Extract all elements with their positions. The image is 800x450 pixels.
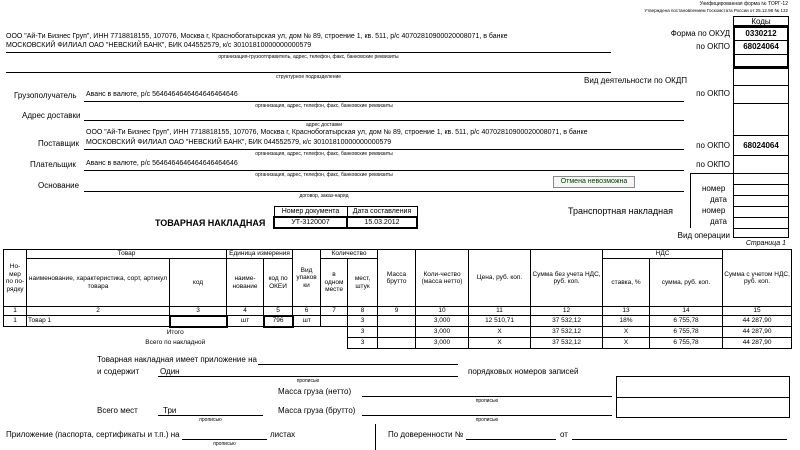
payer-caption: организация, адрес, телефон, факс, банковские реквизиты bbox=[255, 172, 393, 178]
sheets-label: листах bbox=[270, 430, 296, 439]
col-num: 12 bbox=[531, 307, 603, 316]
doc-title: ТОВАРНАЯ НАКЛАДНАЯ bbox=[155, 218, 266, 228]
col-num: 5 bbox=[264, 307, 293, 316]
supplier-line1: ООО "Ай-Ти Бизнес Груп", ИНН 7718818155, 107076, Москва г, Краснобогатырская ул, дом № 89, строение 1, кв. 511, р/с 40702810900020008071, в банке bbox=[86, 129, 588, 136]
doc-date-value: 15.03.2012 bbox=[347, 217, 417, 228]
contains-value: Один bbox=[160, 367, 180, 376]
total-sum-vat: 44 287,90 bbox=[723, 338, 792, 349]
payer-label: Плательщик bbox=[30, 160, 76, 169]
h-mass: Масса брутто bbox=[378, 250, 416, 307]
row-okei: 796 bbox=[264, 316, 293, 327]
doc-num-header: Номер документа bbox=[274, 207, 347, 218]
payer-value: Аванс в валюте, р/с 5646464646464646464646 bbox=[86, 160, 238, 167]
page-label: Страница 1 bbox=[745, 240, 786, 247]
itogo-mass bbox=[378, 327, 416, 338]
codes-lower-box bbox=[733, 68, 789, 238]
h-qty-net: Коли-чество (масса нетто) bbox=[416, 250, 469, 307]
col-num: 4 bbox=[227, 307, 264, 316]
row-num: 1 bbox=[4, 316, 27, 327]
total-vat-rate: X bbox=[603, 338, 650, 349]
row-qty: 3,000 bbox=[416, 316, 469, 327]
h-num: Но-мер по по-рядку bbox=[4, 250, 27, 307]
h-pack-type: Вид упаков ки bbox=[293, 250, 321, 307]
itogo-label: Итого bbox=[4, 327, 348, 338]
row-one bbox=[321, 316, 348, 327]
row-pack: шт bbox=[293, 316, 321, 327]
appendix-line2: и содержит bbox=[97, 367, 140, 376]
supplier-caption: организация, адрес, телефон, факс, банковские реквизиты bbox=[255, 151, 393, 157]
doc-num-value: УТ-3120007 bbox=[274, 217, 347, 228]
col-num: 6 bbox=[293, 307, 321, 316]
shipper-line1: ООО "Ай-Ти Бизнес Груп", ИНН 7718818155, 107076, Москва г, Краснобогатырская ул, дом № 89, строение 1, кв. 511, р/с 40702810900020008071, в банке bbox=[6, 33, 508, 40]
operation-label: Вид операции bbox=[677, 231, 730, 240]
nomer2-label: номер bbox=[702, 206, 726, 215]
propis-caption-2: прописью bbox=[475, 398, 499, 404]
col-num: 13 bbox=[603, 307, 650, 316]
total-label: Всего по накладной bbox=[145, 339, 206, 347]
total-qty: 3,000 bbox=[416, 338, 469, 349]
okud-value: 0330212 bbox=[745, 29, 777, 38]
places-label: Всего мест bbox=[97, 406, 138, 415]
row-price: 12 510,71 bbox=[469, 316, 531, 327]
propis-caption-3: прописью bbox=[199, 417, 222, 423]
row-sum-novat: 37 532,12 bbox=[531, 316, 603, 327]
row-unit: шт bbox=[227, 316, 264, 327]
total-sum-novat: 37 532,12 bbox=[531, 338, 603, 349]
col-num: 14 bbox=[650, 307, 723, 316]
h-unit: Единица измерения bbox=[227, 250, 293, 259]
nomer-label: номер bbox=[702, 184, 726, 193]
okpo2-label: по ОКПО bbox=[696, 89, 730, 98]
okpo-value: 68024064 bbox=[743, 42, 779, 51]
h-unit-okei: код по ОКЕИ bbox=[264, 259, 293, 307]
h-code: код bbox=[170, 259, 227, 307]
net-label: Масса груза (нетто) bbox=[278, 387, 352, 396]
gross-label: Масса груза (брутто) bbox=[278, 406, 356, 415]
okpo-label: по ОКПО bbox=[696, 42, 730, 51]
goods-table bbox=[3, 249, 792, 349]
proxy-label: По доверенности № bbox=[388, 430, 464, 439]
data-label: дата bbox=[710, 195, 727, 204]
itogo-price: X bbox=[469, 327, 531, 338]
h-sum-vat: Сумма с учетом НДС, руб. коп. bbox=[723, 250, 792, 307]
division-caption: структурное подразделение bbox=[275, 74, 342, 80]
h-unit-name: наиме-нование bbox=[227, 259, 264, 307]
total-vat-sum: 6 755,78 bbox=[650, 338, 723, 349]
itogo-qty: 3,000 bbox=[416, 327, 469, 338]
supplier-line2: МОСКОВСКИЙ ФИЛИАЛ ОАО "НЕВСКИЙ БАНК", БИК 044552579, к/с 30101810000000000579 bbox=[86, 139, 392, 146]
okpo4-label: по ОКПО bbox=[696, 160, 730, 169]
col-num: 15 bbox=[723, 307, 792, 316]
table-row bbox=[4, 316, 792, 327]
codes-title: Коды bbox=[751, 17, 771, 26]
appendix-line1: Товарная накладная имеет приложение на bbox=[97, 355, 257, 364]
basis-caption: договор, заказ-наряд bbox=[299, 193, 349, 199]
delivery-label: Адрес доставки bbox=[22, 111, 81, 120]
itogo-places: 3 bbox=[348, 327, 378, 338]
h-vat: НДС bbox=[603, 250, 723, 259]
row-vat-sum: 6 755,78 bbox=[650, 316, 723, 327]
supplier-label: Поставщик bbox=[38, 139, 80, 148]
places-value: Три bbox=[163, 406, 177, 415]
h-price: Цена, руб. коп. bbox=[469, 250, 531, 307]
h-qty-one: в одном месте bbox=[321, 259, 348, 307]
h-goods-name: наименование, характеристика, сорт, артикул товара bbox=[27, 259, 170, 307]
total-price: X bbox=[469, 338, 531, 349]
row-code bbox=[170, 316, 227, 327]
col-num: 11 bbox=[469, 307, 531, 316]
total-places: 3 bbox=[348, 338, 378, 349]
consignee-caption: организация, адрес, телефон, факс, банковские реквизиты bbox=[255, 103, 393, 109]
itogo-sum-novat: 37 532,12 bbox=[531, 327, 603, 338]
h-qty: Количество bbox=[321, 250, 378, 259]
from-label: от bbox=[560, 430, 568, 439]
h-vat-sum: сумма, руб. коп. bbox=[650, 259, 723, 307]
col-num: 3 bbox=[170, 307, 227, 316]
itogo-row bbox=[4, 327, 792, 338]
col-num: 1 bbox=[4, 307, 27, 316]
form-approval: Утверждена постановлением Госкомстата России от 25.12.98 № 132 bbox=[644, 8, 788, 13]
row-sum-vat: 44 287,90 bbox=[723, 316, 792, 327]
propis-caption-4: прописью bbox=[475, 417, 499, 423]
row-vat-rate: 18% bbox=[603, 316, 650, 327]
consignee-label: Грузополучатель bbox=[14, 91, 77, 100]
col-num: 9 bbox=[378, 307, 416, 316]
consignee-value: Аванс в валюте, р/с 5646464646464646464646 bbox=[86, 91, 238, 98]
total-mass bbox=[378, 338, 416, 349]
cancel-button[interactable] bbox=[553, 176, 635, 188]
column-numbers-row bbox=[4, 307, 792, 316]
propis-caption-5: прописью bbox=[213, 441, 236, 447]
transport-label: Транспортная накладная bbox=[568, 206, 674, 216]
total-row bbox=[4, 338, 792, 349]
cancel-button-label: Отмена невозможна bbox=[560, 178, 628, 185]
h-goods: Товар bbox=[27, 250, 227, 259]
doc-date-header: Дата составления bbox=[347, 207, 417, 218]
h-vat-rate: ставка, % bbox=[603, 259, 650, 307]
h-sum-novat: Сумма без учета НДС, руб. коп. bbox=[531, 250, 603, 307]
codes-title-box bbox=[733, 16, 789, 26]
col-num: 8 bbox=[348, 307, 378, 316]
col-num: 10 bbox=[416, 307, 469, 316]
attach-label: Приложение (паспорта, сертификаты и т.п.) на bbox=[6, 430, 180, 439]
col-num: 2 bbox=[27, 307, 170, 316]
itogo-vat-rate: X bbox=[603, 327, 650, 338]
doc-number-table bbox=[273, 206, 418, 229]
okpo3-label: по ОКПО bbox=[696, 141, 730, 150]
row-places: 3 bbox=[348, 316, 378, 327]
data2-label: дата bbox=[710, 217, 727, 226]
okpo3-value: 68024064 bbox=[743, 141, 779, 150]
basis-label: Основание bbox=[38, 181, 80, 190]
row-mass bbox=[378, 316, 416, 327]
row-name: Товар 1 bbox=[27, 316, 170, 327]
itogo-vat-sum: 6 755,78 bbox=[650, 327, 723, 338]
propis-caption-1: прописью bbox=[296, 378, 320, 384]
serial-label: порядковых номеров записей bbox=[468, 367, 579, 376]
itogo-sum-vat: 44 287,90 bbox=[723, 327, 792, 338]
col-num: 7 bbox=[321, 307, 348, 316]
delivery-caption: адрес доставки bbox=[306, 122, 342, 128]
okud-label: Форма по ОКУД bbox=[670, 29, 730, 38]
shipper-caption: организация-грузоотправитель, адрес, телефон, факс, банковские реквизиты bbox=[218, 54, 399, 60]
form-name: Унифицированная форма № ТОРГ-12 bbox=[699, 1, 788, 7]
okdp-label: Вид деятельности по ОКДП bbox=[583, 76, 687, 85]
h-qty-places: мест, штук bbox=[348, 259, 378, 307]
shipper-line2: МОСКОВСКИЙ ФИЛИАЛ ОАО "НЕВСКИЙ БАНК", БИК 044552579, к/с 30101810000000000579 bbox=[6, 42, 312, 49]
